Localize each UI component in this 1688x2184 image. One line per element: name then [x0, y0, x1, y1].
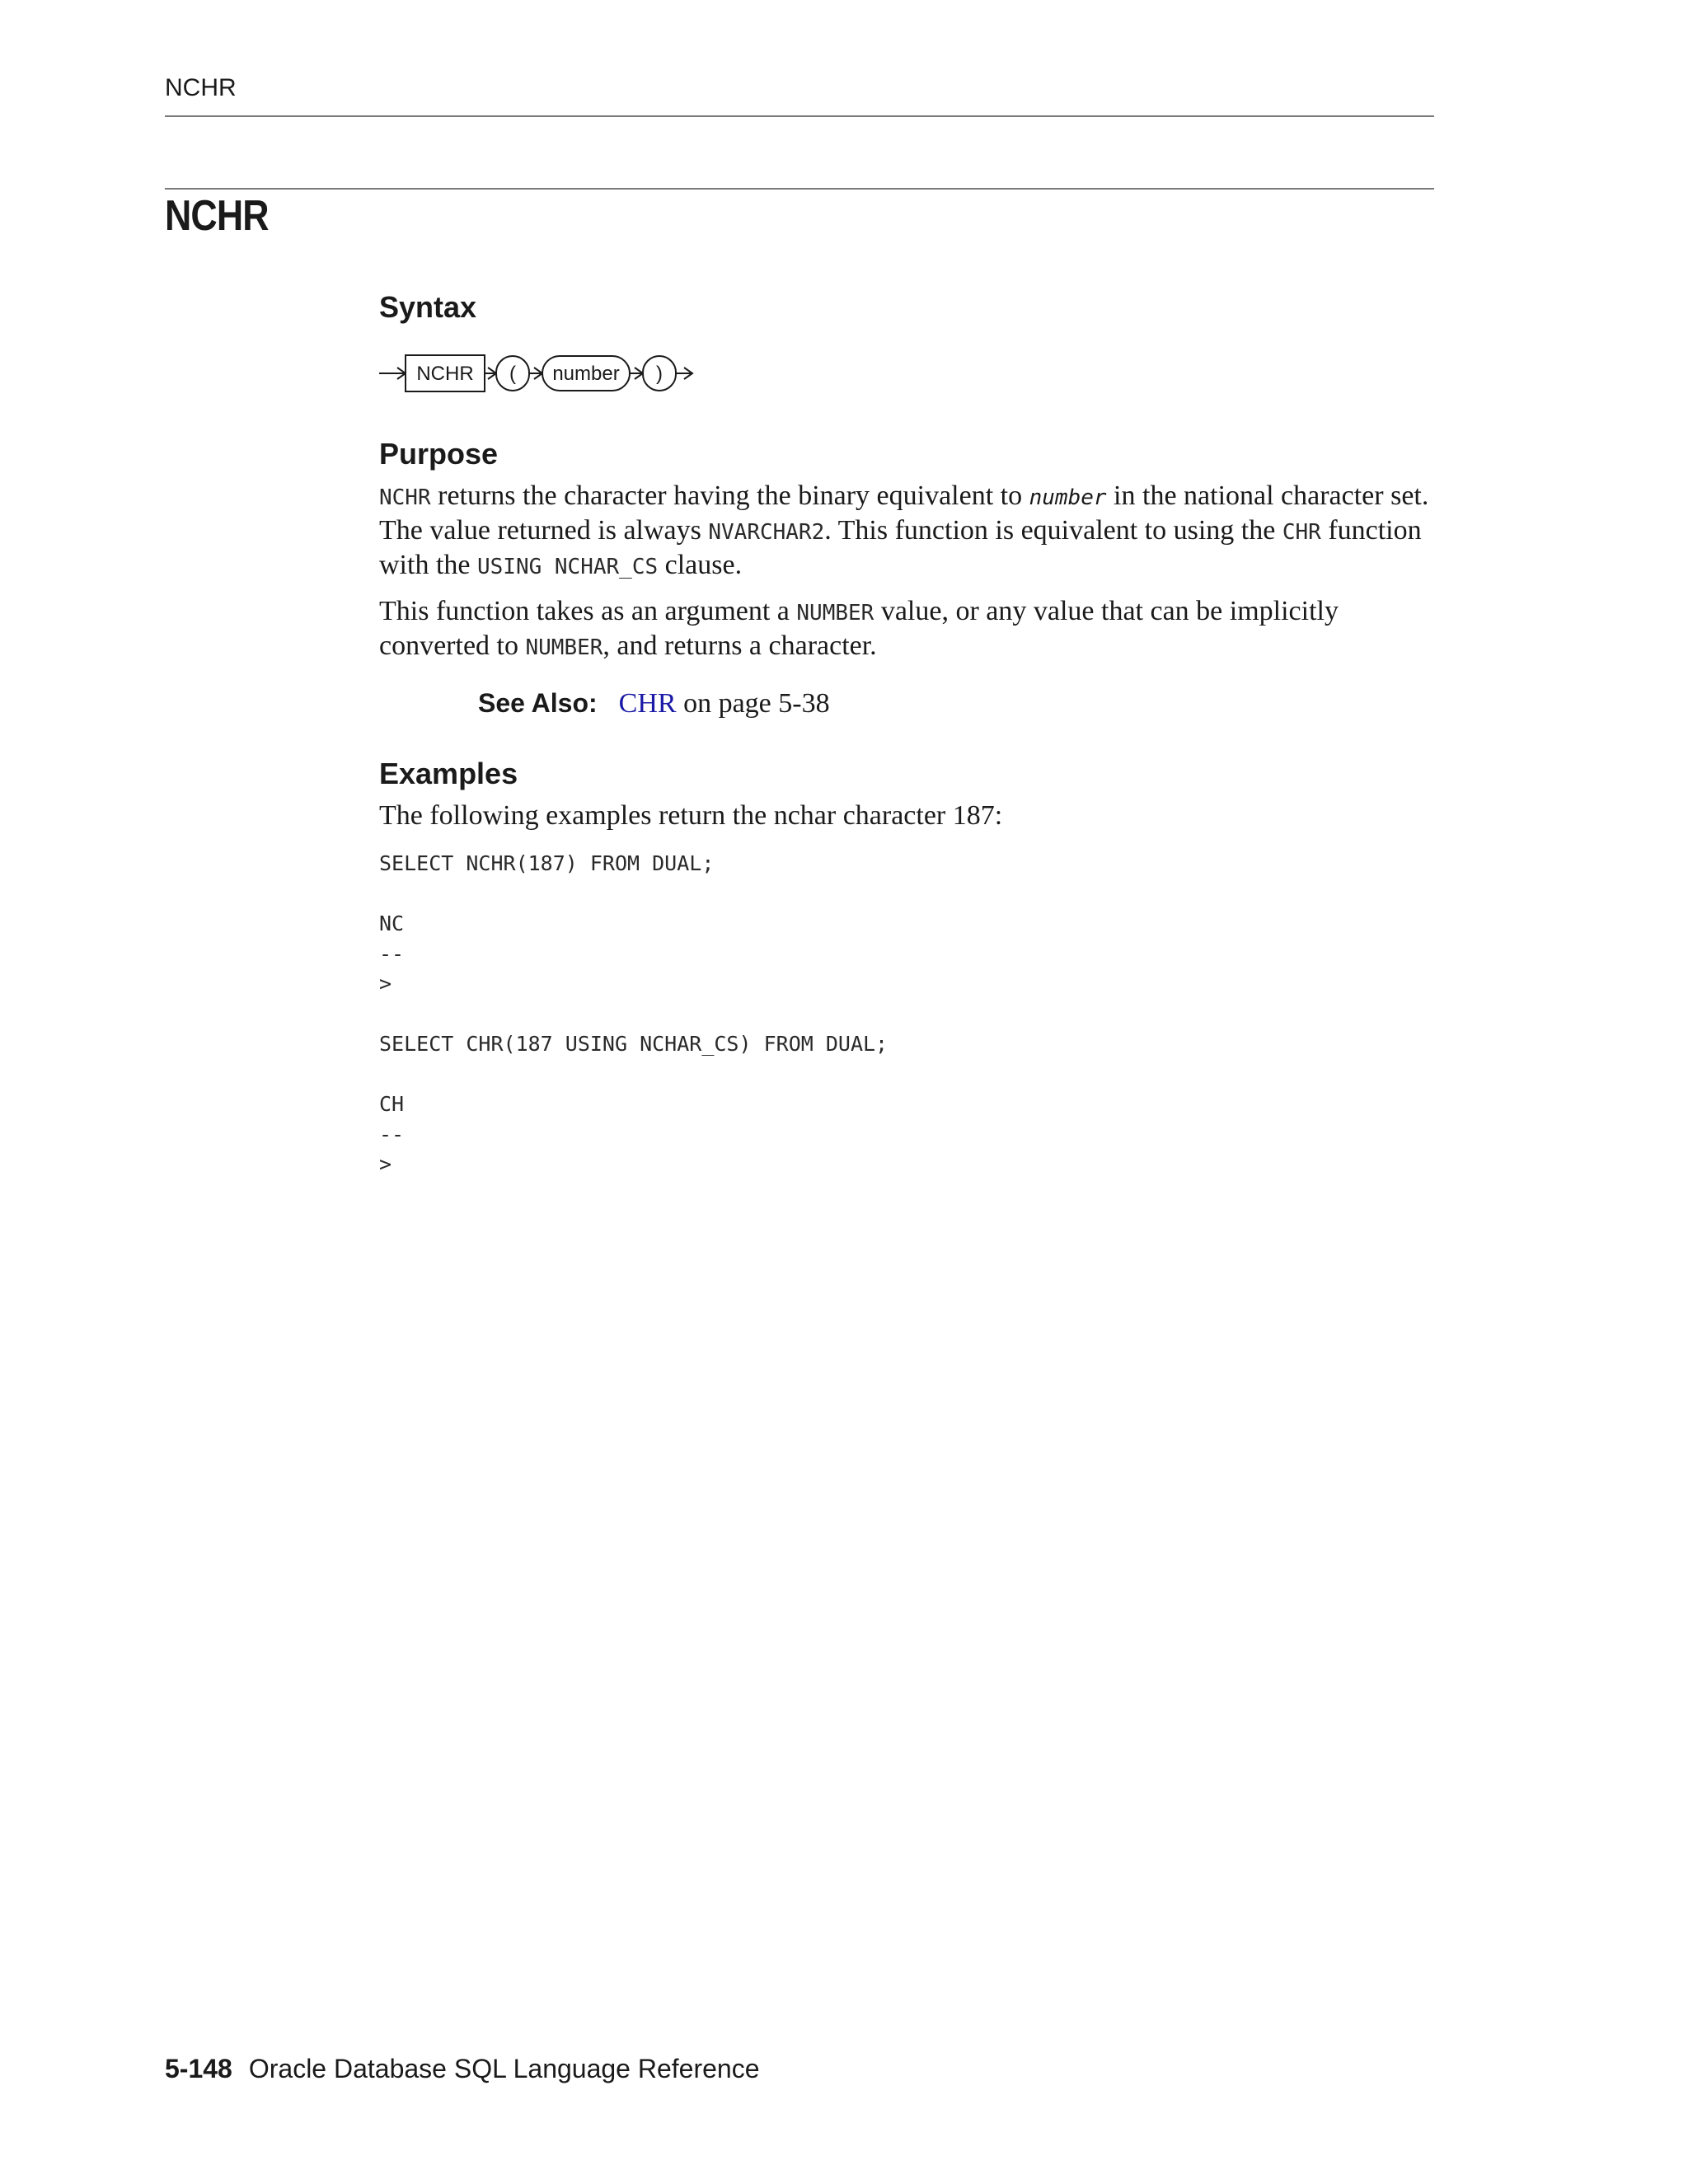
purpose-heading: Purpose — [379, 437, 499, 471]
syntax-keyword: NCHR — [416, 363, 474, 385]
syntax-open-paren: ( — [509, 363, 516, 385]
code-term: CHR — [1282, 520, 1321, 545]
syntax-heading: Syntax — [379, 290, 477, 324]
page-number: 5-148 — [165, 2054, 232, 2083]
code-term: USING NCHAR_CS — [476, 555, 659, 579]
argument-term: number — [1029, 485, 1107, 510]
code-term: NCHR — [379, 485, 431, 510]
page-footer — [165, 2054, 760, 2084]
examples-intro: The following examples return the nchar character 187: — [379, 800, 1003, 831]
book-title: Oracle Database SQL Language Reference — [248, 2054, 760, 2083]
code-term: NUMBER — [525, 635, 603, 660]
see-also-page-ref: on page 5-38 — [676, 688, 830, 719]
examples-heading: Examples — [379, 757, 518, 790]
syntax-close-paren: ) — [656, 363, 663, 385]
see-also-note — [478, 688, 830, 719]
code-term: NVARCHAR2 — [708, 520, 825, 545]
chr-link[interactable]: CHR — [618, 688, 677, 719]
example-code-block: SELECT NCHR(187) FROM DUAL; NC -- > SELECT CHR(187 USING NCHAR_CS) FROM DUAL; CH -- > — [379, 851, 889, 1176]
title-rule — [165, 188, 1434, 190]
purpose-paragraph-1: NCHR returns the character having the binary equivalent to number in the national character set. The value returned is always NVARCHAR2. This function is equivalent to using the CHR function with the USING NCHAR_CS clause. — [379, 480, 1429, 580]
page-title: NCHR — [165, 192, 269, 240]
header-rule — [165, 115, 1434, 117]
syntax-diagram — [379, 350, 725, 396]
see-also-label: See Also: — [478, 688, 598, 718]
syntax-argument: number — [552, 363, 620, 385]
code-term: NUMBER — [796, 601, 874, 626]
running-header: NCHR — [165, 74, 237, 101]
purpose-paragraph-2: This function takes as an argument a NUMBER value, or any value that can be implicitly converted to NUMBER, and returns a character. — [379, 596, 1339, 661]
